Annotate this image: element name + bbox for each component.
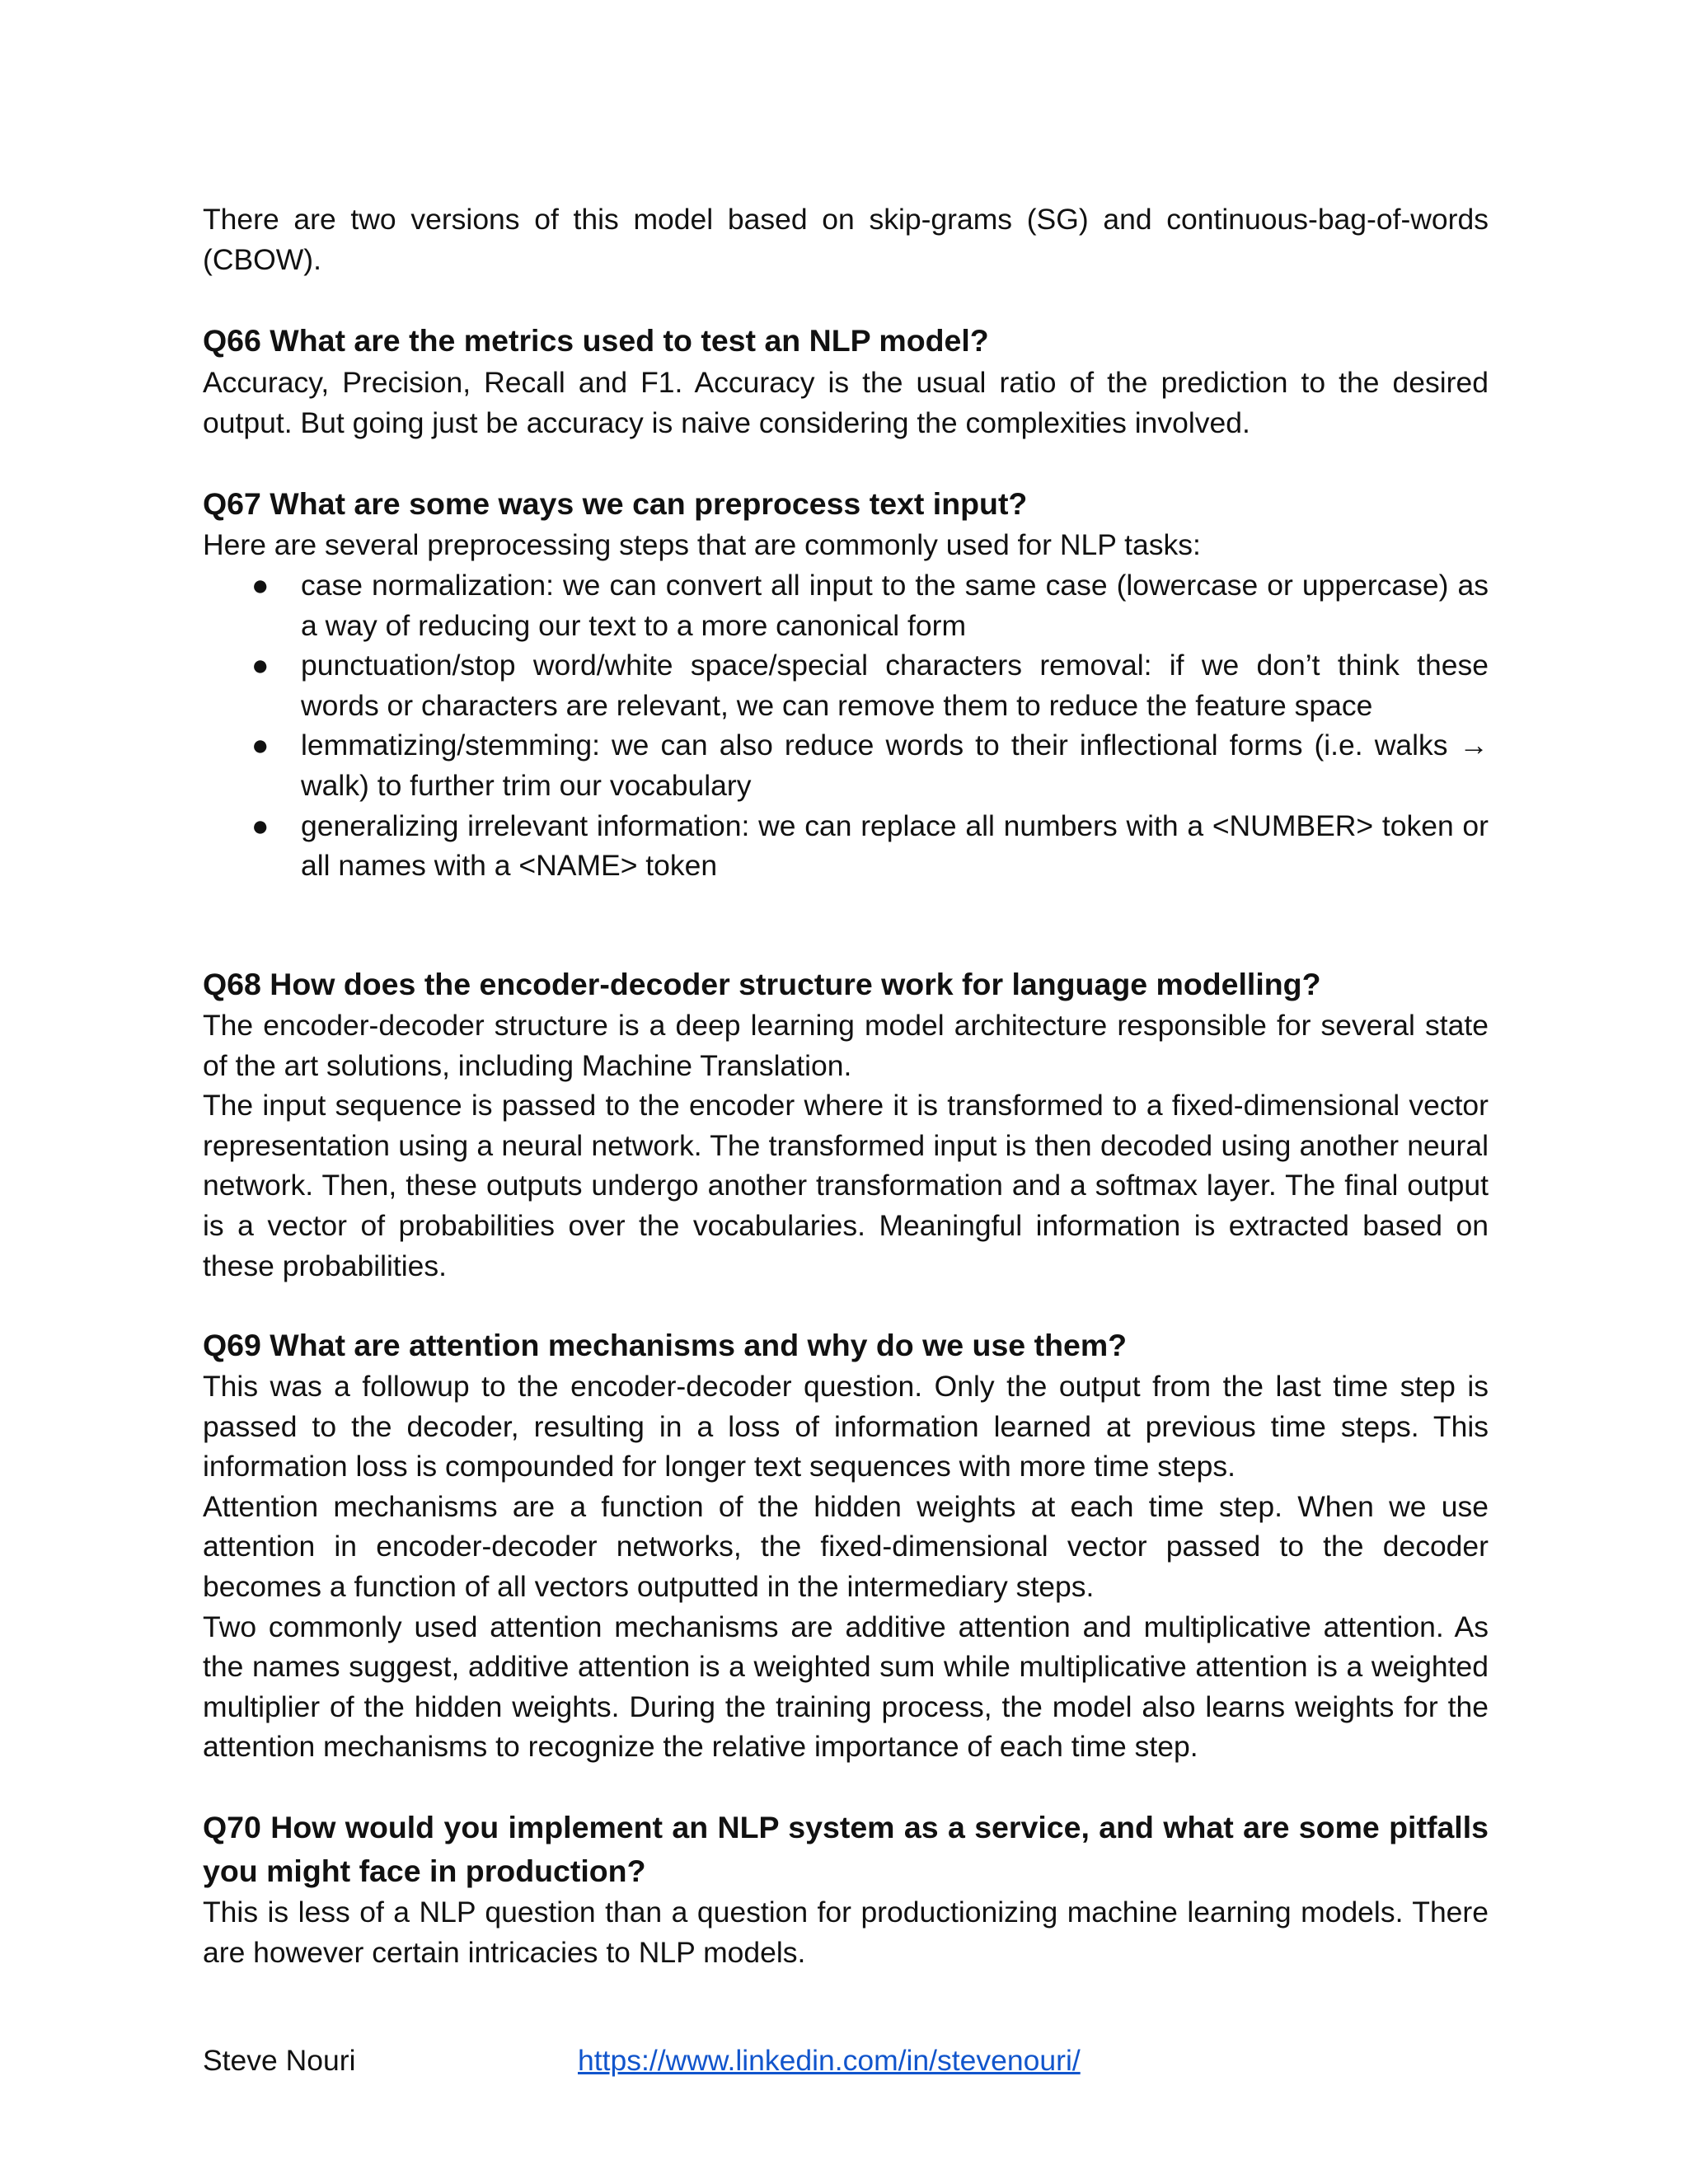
bullet-icon: ●: [251, 569, 270, 602]
q68-answer: [203, 1005, 1489, 1286]
q69-answer: [203, 1366, 1489, 1767]
q69-paragraph-3: Two commonly used attention mechanisms are additive attention and multiplicative attention. As the names suggest, additive attention is a weighted sum while multiplicative attention is a weighted multiplier of the hidden weights. During the training process, the model also learns weights for the attention mechanisms to recognize the relative importance of each time step.: [203, 1610, 1489, 1764]
q66-answer: Accuracy, Precision, Recall and F1. Accuracy is the usual ratio of the prediction to the desired output. But going just be accuracy is naive considering the complexities involved.: [203, 366, 1489, 439]
list-item-text: case normalization: we can convert all input to the same case (lowercase or uppercase) as a way of reducing our text to a more canonical form: [301, 569, 1489, 642]
footer-linkedin-link[interactable]: https://www.linkedin.com/in/stevenouri/: [578, 2044, 1081, 2077]
list-item: [203, 645, 1489, 725]
bullet-icon: ●: [251, 649, 270, 682]
list-item-text: punctuation/stop word/white space/special characters removal: if we don’t think these words or characters are relevant, we can remove them to reduce the feature space: [301, 649, 1489, 722]
list-item-text: generalizing irrelevant information: we can replace all numbers with a <NUMBER> token or all names with a <NAME> token: [301, 808, 1489, 883]
q70-answer: This is less of a NLP question than a question for productionizing machine learning models. There are however certain intricacies to NLP models.: [203, 1896, 1489, 1969]
q69-paragraph-2: Attention mechanisms are a function of the hidden weights at each time step. When we use attention in encoder-decoder networks, the fixed-dimensional vector passed to the decoder becomes a function of all vectors outputted in the intermediary steps.: [203, 1489, 1489, 1603]
list-item: [203, 806, 1489, 886]
q68-paragraph-1: The encoder-decoder structure is a deep learning model architecture responsible for several state of the art solutions, including Machine Translation.: [203, 1009, 1489, 1082]
q67-intro: Here are several preprocessing steps that are commonly used for NLP tasks:: [203, 528, 1201, 561]
footer-author: Steve Nouri: [203, 2044, 356, 2077]
q68-heading: Q68 How does the encoder-decoder structure work for language modelling?: [203, 967, 1321, 1001]
list-item: [203, 725, 1489, 805]
bullet-icon: ●: [251, 729, 270, 762]
list-item: [203, 565, 1489, 645]
q67-heading: Q67 What are some ways we can preprocess text input?: [203, 486, 1028, 521]
q67-bullet-list: [203, 565, 1489, 886]
bullet-icon: ●: [251, 808, 270, 842]
q68-paragraph-2: The input sequence is passed to the encoder where it is transformed to a fixed-dimensional vector representation using a neural network. The transformed input is then decoded using another neural network. Then, these outputs undergo another transformation and a softmax layer. The final output is a vector of probabilities over the vocabularies. Meaningful information is extracted based on these probabilities.: [203, 1089, 1489, 1282]
q69-heading: Q69 What are attention mechanisms and why do we use them?: [203, 1328, 1128, 1362]
q66-heading: Q66 What are the metrics used to test an NLP model?: [203, 323, 989, 358]
q70-heading: Q70 How would you implement an NLP system as a service, and what are some pitfalls you might face in production?: [203, 1810, 1489, 1888]
intro-paragraph: There are two versions of this model based on skip-grams (SG) and continuous-bag-of-words (CBOW).: [203, 203, 1489, 276]
q69-paragraph-1: This was a followup to the encoder-decoder question. Only the output from the last time step is passed to the decoder, resulting in a loss of information learned at previous time steps. This information loss is compounded for longer text sequences with more time steps.: [203, 1370, 1489, 1483]
list-item-text: lemmatizing/stemming: we can also reduce words to their inflectional forms (i.e. walks → walk) to further trim our vocabulary: [301, 729, 1489, 802]
